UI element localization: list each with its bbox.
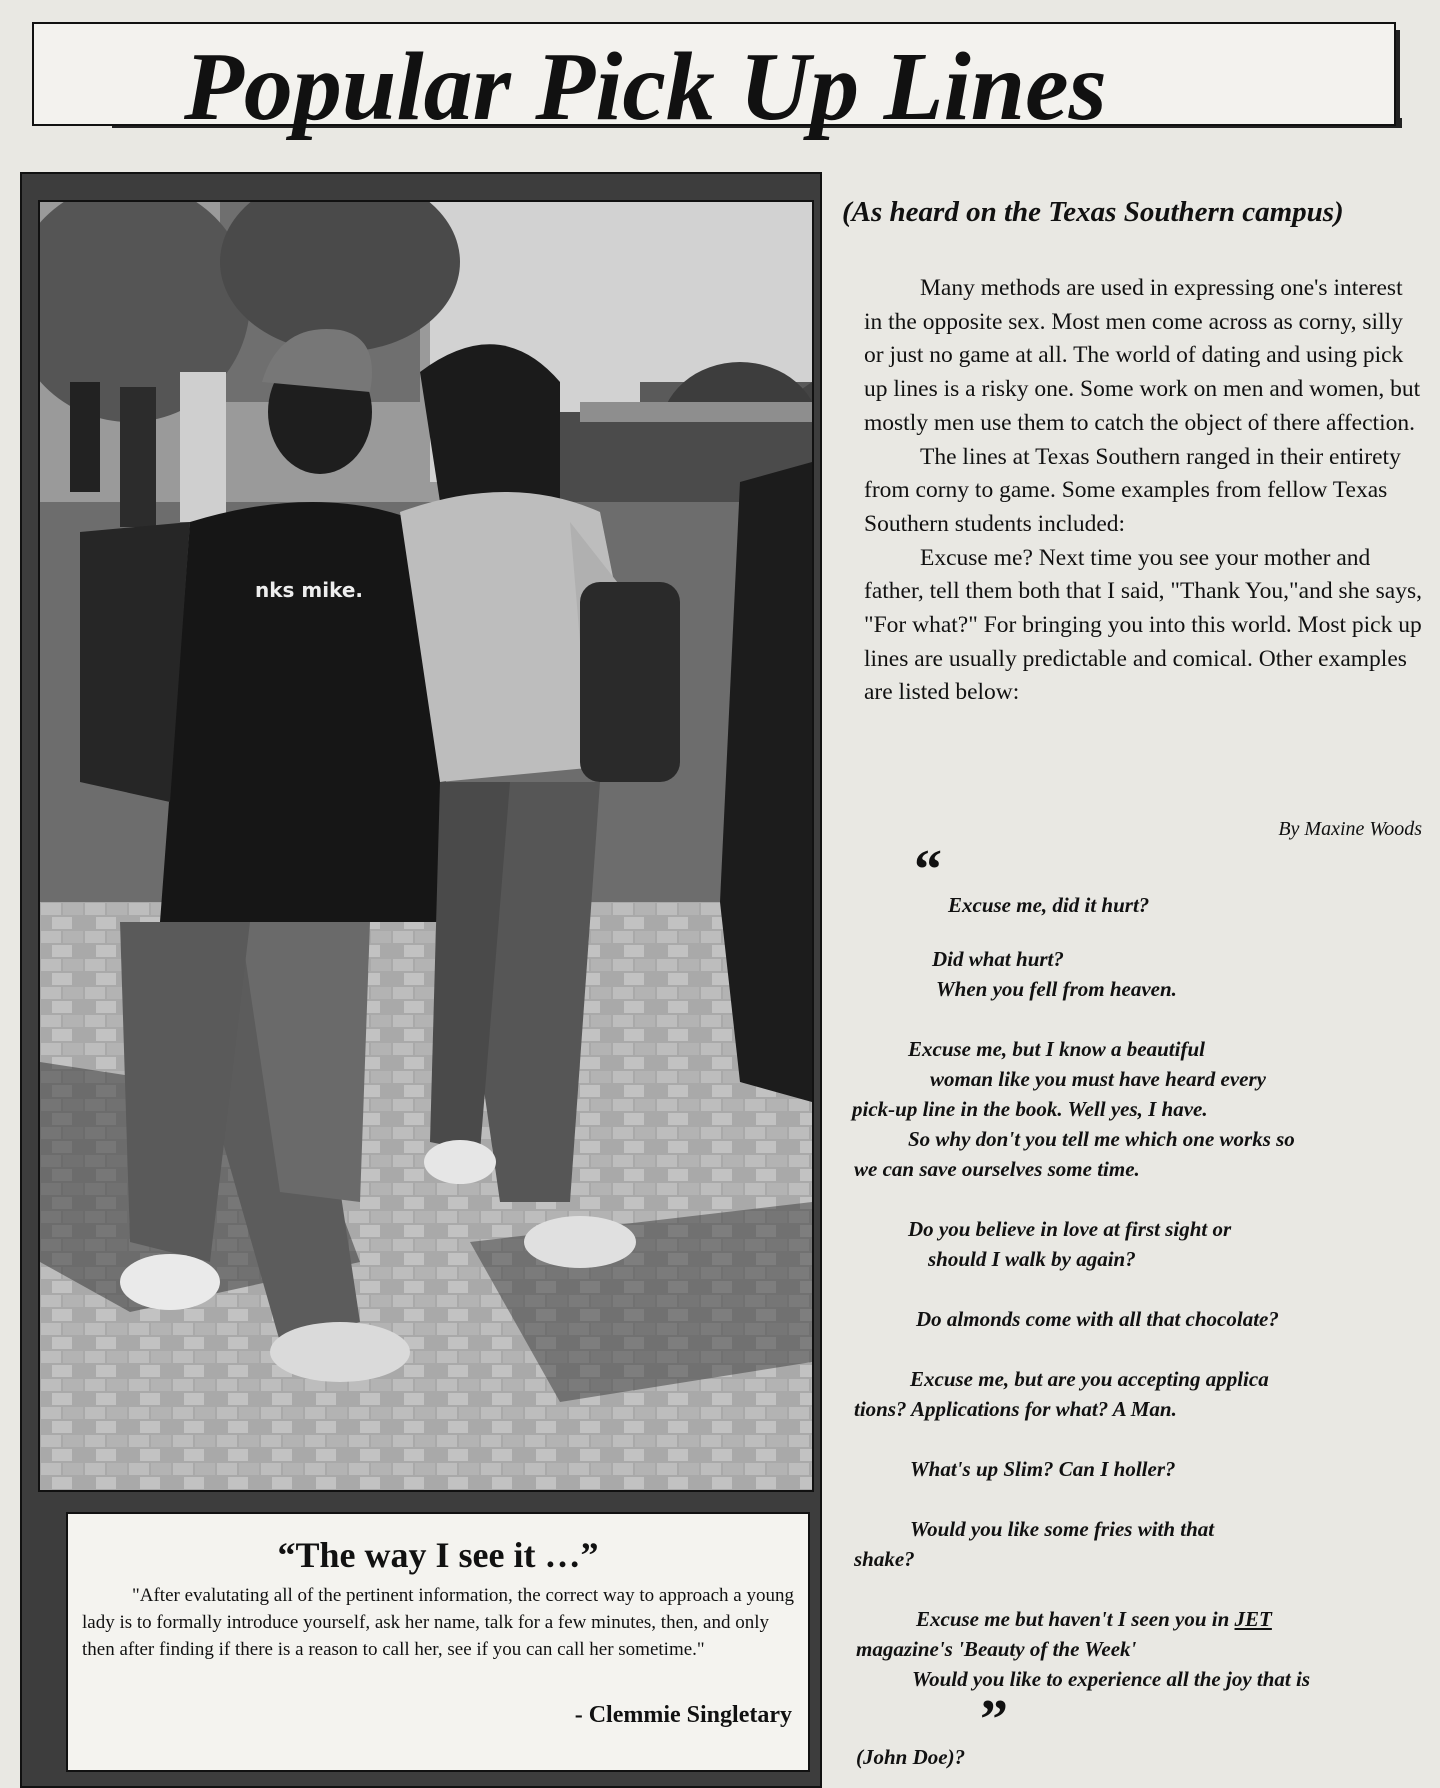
line-17-text: Excuse me but haven't I seen you in — [916, 1607, 1235, 1631]
line-5: woman like you must have heard every — [930, 1067, 1266, 1091]
campus-photo — [38, 200, 814, 1492]
article-paragraph-3: Excuse me? Next time you see your mother and father, tell them both that I said, "Thank You,"and she says, "For what?" For bringing you into this world. Most pick up lines are usually predictable and comical. Other examples are listed below: — [864, 544, 1422, 706]
line-10: should I walk by again? — [928, 1247, 1136, 1271]
open-quote: “ — [914, 839, 942, 901]
line-3: When you fell from heaven. — [936, 977, 1177, 1001]
quote-body: "After evalutating all of the pertinent information, the correct way to approach a young lady is to formally introduce yourself, ask her name, talk for a few minutes, then, and only then after finding if there is a reason to call her, see if you can call her sometime." — [82, 1585, 794, 1660]
line-6: pick-up line in the book. Well yes, I have. — [852, 1097, 1208, 1121]
jet-magazine: JET — [1234, 1607, 1272, 1631]
line-12: Excuse me, but are you accepting applica — [910, 1367, 1269, 1391]
line-11: Do almonds come with all that chocolate? — [916, 1307, 1279, 1331]
line-16: shake? — [854, 1547, 915, 1571]
line-15: Would you like some fries with that — [910, 1517, 1215, 1541]
line-17 — [916, 1604, 1272, 1635]
line-19: Would you like to experience all the joy that is — [912, 1667, 1311, 1691]
line-1: Excuse me, did it hurt? — [948, 893, 1150, 917]
byline: By Maxine Woods — [1278, 818, 1422, 840]
subtitle: (As heard on the Texas Southern campus) — [842, 196, 1344, 228]
quote-title: “The way I see it …” — [277, 1535, 599, 1575]
line-14: What's up Slim? Can I holler? — [910, 1457, 1176, 1481]
article-paragraph-2: The lines at Texas Southern ranged in their entirety from corny to game. Some examples from fellow Texas Southern students included: — [864, 443, 1401, 537]
title-banner — [32, 22, 1396, 141]
close-quote: ” — [980, 1689, 1008, 1751]
line-8: we can save ourselves some time. — [854, 1157, 1140, 1181]
photo-illustration — [40, 202, 812, 1490]
article-body — [864, 272, 1424, 710]
line-9: Do you believe in love at first sight or — [908, 1217, 1232, 1241]
line-4: Excuse me, but I know a beautiful — [908, 1037, 1205, 1061]
article-paragraph-1: Many methods are used in expressing one's interest in the opposite sex. Most men come across as corny, silly or just no game at all. The world of dating and using pick up lines is a risky one. Some work on men and women, but mostly men use them to catch the object of there affection. — [864, 275, 1421, 436]
quote-box — [66, 1512, 810, 1772]
line-18: magazine's 'Beauty of the Week' — [856, 1637, 1137, 1661]
shirt-text: nks mike. — [255, 578, 364, 602]
line-7: So why don't you tell me which one works so — [908, 1127, 1295, 1151]
line-13: tions? Applications for what? A Man. — [854, 1397, 1177, 1421]
quote-author: - Clemmie Singletary — [574, 1702, 792, 1728]
line-2: Did what hurt? — [932, 947, 1064, 971]
page-title: Popular Pick Up Lines — [184, 33, 1107, 141]
line-20: (John Doe)? — [856, 1745, 966, 1769]
